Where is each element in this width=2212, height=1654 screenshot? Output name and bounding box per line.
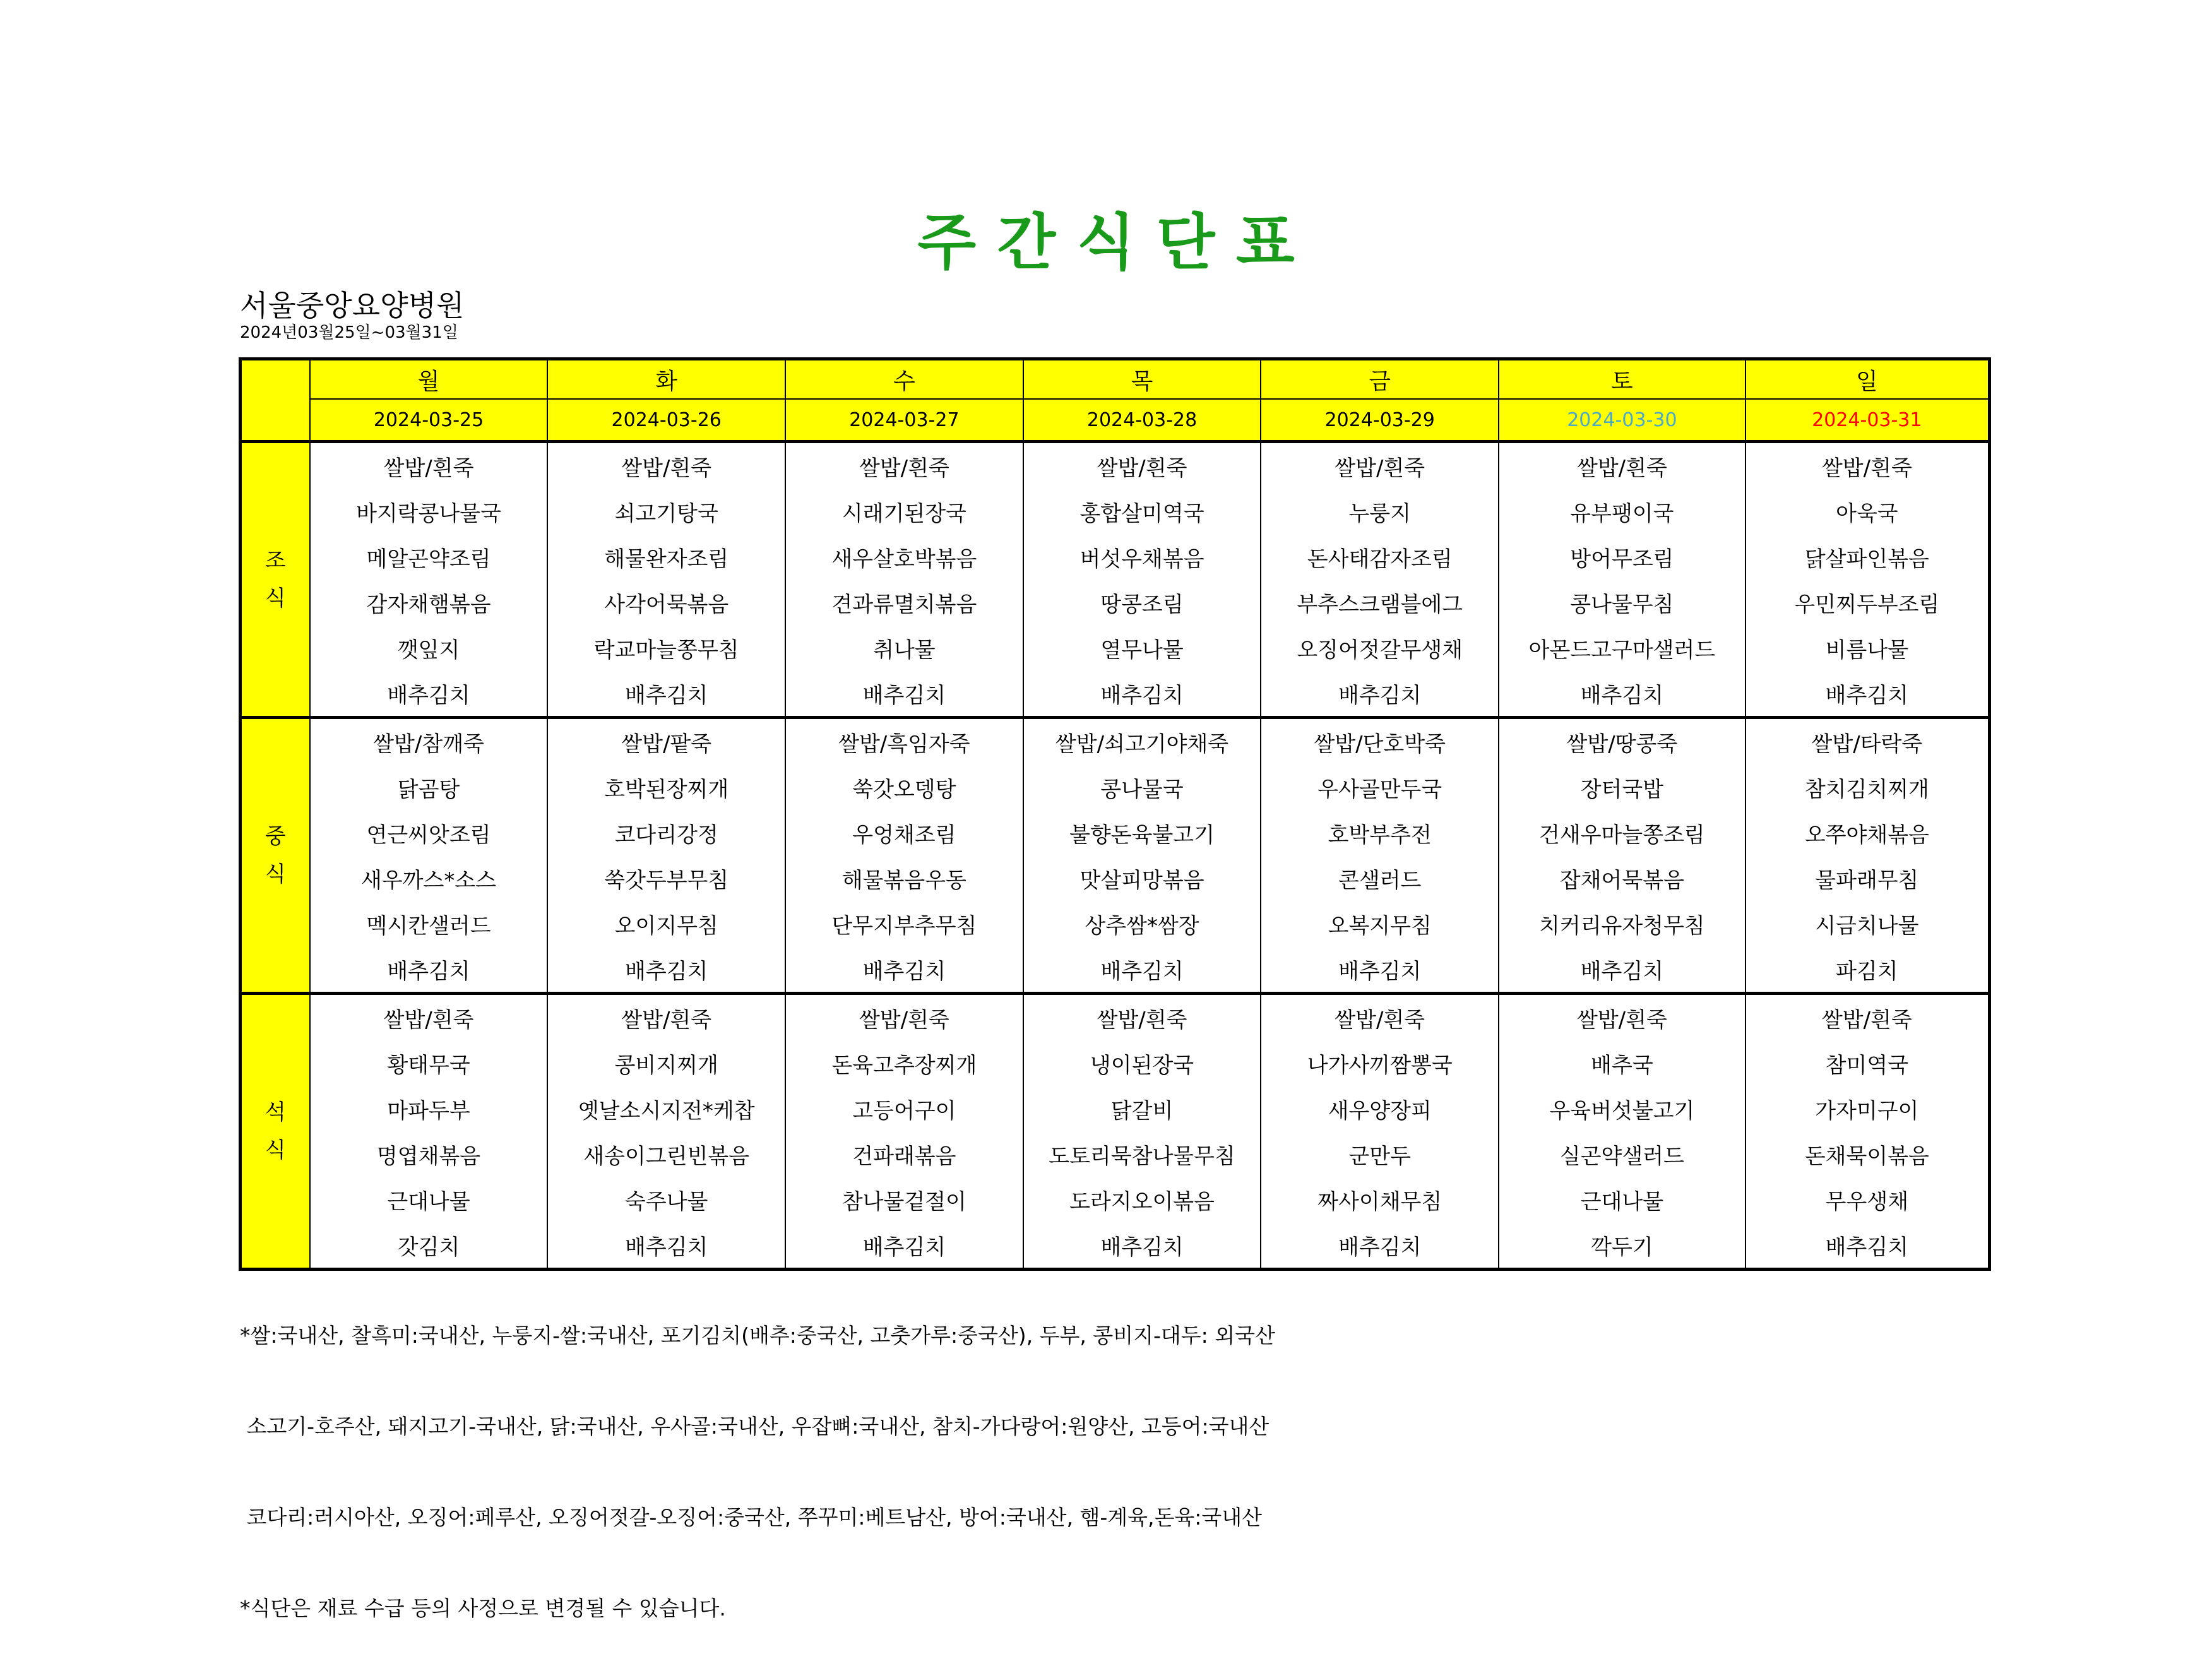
menu-item: 우민찌두부조림 <box>1745 580 1990 625</box>
dinner-label <box>241 994 310 1270</box>
menu-item: 군만두 <box>1261 1131 1499 1177</box>
menu-item: 쑥갓두부무침 <box>547 855 785 901</box>
menu-item: 우엉채조림 <box>785 810 1023 855</box>
menu-item: 닭살파인볶음 <box>1745 534 1990 580</box>
menu-item: 가자미구이 <box>1745 1086 1990 1131</box>
meal-label-char: 석 <box>265 1100 286 1125</box>
menu-item: 황태무국 <box>310 1040 548 1086</box>
menu-item: 배추김치 <box>785 946 1023 994</box>
day-header-mon: 월 <box>310 359 548 400</box>
menu-item: 근대나물 <box>310 1177 548 1222</box>
menu-item: 고등어구이 <box>785 1086 1023 1131</box>
menu-item: 오이지무침 <box>547 901 785 946</box>
menu-item: 배추김치 <box>1261 946 1499 994</box>
menu-item: 닭갈비 <box>1023 1086 1261 1131</box>
menu-item: 돈사태감자조림 <box>1261 534 1499 580</box>
menu-item: 쌀밥/흰죽 <box>1261 994 1499 1041</box>
menu-item: 근대나물 <box>1499 1177 1745 1222</box>
menu-item: 닭곰탕 <box>310 765 548 810</box>
menu-item: 나가사끼짬뽕국 <box>1261 1040 1499 1086</box>
date-tue: 2024-03-26 <box>547 399 785 442</box>
menu-item: 호박부추전 <box>1261 810 1499 855</box>
menu-item: 배추김치 <box>1023 670 1261 718</box>
menu-item: 참미역국 <box>1745 1040 1990 1086</box>
dinner-row <box>241 1177 1990 1222</box>
weekly-menu-table <box>239 357 1991 1271</box>
menu-item: 실곤약샐러드 <box>1499 1131 1745 1177</box>
menu-item: 취나물 <box>785 625 1023 670</box>
breakfast-row <box>241 489 1990 534</box>
menu-item: 감자채햄볶음 <box>310 580 548 625</box>
footnote-line: *쌀:국내산, 찰흑미:국내산, 누룽지-쌀:국내산, 포기김치(배추:중국산, 고춧가루:중국산), 두부, 콩비지-대두: 외국산 <box>240 1323 1275 1348</box>
lunch-row <box>241 718 1990 765</box>
menu-item: 연근씨앗조림 <box>310 810 548 855</box>
menu-item: 아몬드고구마샐러드 <box>1499 625 1745 670</box>
menu-item: 배추김치 <box>547 670 785 718</box>
menu-item: 돈채묵이볶음 <box>1745 1131 1990 1177</box>
menu-item: 우사골만두국 <box>1261 765 1499 810</box>
menu-item: 옛날소시지전*케찹 <box>547 1086 785 1131</box>
menu-item: 새우살호박볶음 <box>785 534 1023 580</box>
day-header-thu: 목 <box>1023 359 1261 400</box>
menu-item: 사각어묵볶음 <box>547 580 785 625</box>
menu-item: 새송이그린빈볶음 <box>547 1131 785 1177</box>
menu-item: 쌀밥/땅콩죽 <box>1499 718 1745 765</box>
menu-item: 쌀밥/흰죽 <box>785 994 1023 1041</box>
menu-item: 건파래볶음 <box>785 1131 1023 1177</box>
menu-item: 배추김치 <box>1499 946 1745 994</box>
menu-item: 무우생채 <box>1745 1177 1990 1222</box>
menu-item: 홍합살미역국 <box>1023 489 1261 534</box>
menu-item: 쌀밥/흰죽 <box>1023 994 1261 1041</box>
menu-item: 열무나물 <box>1023 625 1261 670</box>
menu-item: 시래기된장국 <box>785 489 1023 534</box>
menu-item: 배추김치 <box>310 670 548 718</box>
menu-item: 상추쌈*쌈장 <box>1023 901 1261 946</box>
meal-label-char: 중 <box>265 824 286 849</box>
menu-item: 배추김치 <box>1261 670 1499 718</box>
menu-item: 오징어젓갈무생채 <box>1261 625 1499 670</box>
footnote-line: 코다리:러시아산, 오징어:페루산, 오징어젓갈-오징어:중국산, 쭈꾸미:베트남산, 방어:국내산, 햄-계육,돈육:국내산 <box>240 1505 1263 1530</box>
date-wed: 2024-03-27 <box>785 399 1023 442</box>
menu-item: 건새우마늘쫑조림 <box>1499 810 1745 855</box>
menu-item: 멕시칸샐러드 <box>310 901 548 946</box>
menu-item: 버섯우채볶음 <box>1023 534 1261 580</box>
menu-item: 냉이된장국 <box>1023 1040 1261 1086</box>
lunch-row <box>241 901 1990 946</box>
menu-item: 맛살피망볶음 <box>1023 855 1261 901</box>
menu-item: 명엽채볶음 <box>310 1131 548 1177</box>
menu-item: 새우까스*소스 <box>310 855 548 901</box>
menu-item: 치커리유자청무침 <box>1499 901 1745 946</box>
menu-item: 배추김치 <box>310 946 548 994</box>
menu-item: 쇠고기탕국 <box>547 489 785 534</box>
menu-item: 쌀밥/흰죽 <box>310 994 548 1041</box>
date-thu: 2024-03-28 <box>1023 399 1261 442</box>
menu-item: 참나물겉절이 <box>785 1177 1023 1222</box>
menu-item: 단무지부추무침 <box>785 901 1023 946</box>
menu-item: 쌀밥/단호박죽 <box>1261 718 1499 765</box>
lunch-row <box>241 855 1990 901</box>
meal-label-char: 식 <box>265 1138 286 1163</box>
menu-item: 바지락콩나물국 <box>310 489 548 534</box>
date-header-row <box>241 399 1990 442</box>
lunch-row <box>241 946 1990 994</box>
menu-item: 오복지무침 <box>1261 901 1499 946</box>
menu-item: 쌀밥/흑임자죽 <box>785 718 1023 765</box>
menu-item: 배추김치 <box>1499 670 1745 718</box>
menu-item: 배추김치 <box>1261 1222 1499 1270</box>
menu-item: 쌀밥/타락죽 <box>1745 718 1990 765</box>
lunch-row <box>241 765 1990 810</box>
menu-item: 코다리강정 <box>547 810 785 855</box>
menu-item: 부추스크램블에그 <box>1261 580 1499 625</box>
breakfast-row <box>241 442 1990 489</box>
table-corner <box>241 359 310 442</box>
date-sun: 2024-03-31 <box>1745 399 1990 442</box>
menu-item: 파김치 <box>1745 946 1990 994</box>
menu-item: 불향돈육불고기 <box>1023 810 1261 855</box>
dinner-row <box>241 1086 1990 1131</box>
day-header-row <box>241 359 1990 400</box>
menu-item: 도토리묵참나물무침 <box>1023 1131 1261 1177</box>
menu-item: 해물완자조림 <box>547 534 785 580</box>
menu-item: 쌀밥/흰죽 <box>1745 994 1990 1041</box>
menu-item: 락교마늘쫑무침 <box>547 625 785 670</box>
dinner-row <box>241 1040 1990 1086</box>
menu-item: 쌀밥/흰죽 <box>785 442 1023 489</box>
menu-item: 아욱국 <box>1745 489 1990 534</box>
menu-item: 돈육고추장찌개 <box>785 1040 1023 1086</box>
page-title: 주 간 식 단 표 <box>917 207 1295 278</box>
menu-item: 쌀밥/흰죽 <box>547 442 785 489</box>
breakfast-label <box>241 442 310 718</box>
menu-item: 오쭈야채볶음 <box>1745 810 1990 855</box>
menu-item: 쌀밥/흰죽 <box>1261 442 1499 489</box>
menu-item: 마파두부 <box>310 1086 548 1131</box>
menu-item: 새우양장피 <box>1261 1086 1499 1131</box>
footnote-line: 소고기-호주산, 돼지고기-국내산, 닭:국내산, 우사골:국내산, 우잡뼈:국내산, 참치-가다랑어:원양산, 고등어:국내산 <box>240 1414 1270 1439</box>
menu-item: 갓김치 <box>310 1222 548 1270</box>
menu-item: 배추김치 <box>785 670 1023 718</box>
menu-item: 배추김치 <box>1023 946 1261 994</box>
menu-item: 쌀밥/흰죽 <box>1023 442 1261 489</box>
menu-item: 배추김치 <box>785 1222 1023 1270</box>
menu-item: 비름나물 <box>1745 625 1990 670</box>
meal-label-char: 식 <box>265 586 286 611</box>
day-header-sat: 토 <box>1499 359 1745 400</box>
menu-item: 콩비지찌개 <box>547 1040 785 1086</box>
breakfast-row <box>241 534 1990 580</box>
menu-item: 배추김치 <box>547 946 785 994</box>
day-header-tue: 화 <box>547 359 785 400</box>
menu-item: 쌀밥/참깨죽 <box>310 718 548 765</box>
menu-item: 참치김치찌개 <box>1745 765 1990 810</box>
menu-item: 땅콩조림 <box>1023 580 1261 625</box>
menu-item: 배추김치 <box>1745 670 1990 718</box>
menu-item: 배추국 <box>1499 1040 1745 1086</box>
menu-item: 쌀밥/흰죽 <box>547 994 785 1041</box>
menu-item: 배추김치 <box>1023 1222 1261 1270</box>
menu-item: 콘샐러드 <box>1261 855 1499 901</box>
day-header-sun: 일 <box>1745 359 1990 400</box>
footnote-line: *식단은 재료 수급 등의 사정으로 변경될 수 있습니다. <box>240 1596 726 1621</box>
menu-item: 견과류멸치볶음 <box>785 580 1023 625</box>
menu-item: 쌀밥/흰죽 <box>1499 994 1745 1041</box>
date-mon: 2024-03-25 <box>310 399 548 442</box>
menu-item: 배추김치 <box>1745 1222 1990 1270</box>
menu-item: 쌀밥/흰죽 <box>1745 442 1990 489</box>
date-fri: 2024-03-29 <box>1261 399 1499 442</box>
menu-period: 2024년03월25일~03월31일 <box>240 323 458 342</box>
menu-item: 깍두기 <box>1499 1222 1745 1270</box>
lunch-row <box>241 810 1990 855</box>
dinner-row <box>241 1131 1990 1177</box>
menu-item: 숙주나물 <box>547 1177 785 1222</box>
day-header-wed: 수 <box>785 359 1023 400</box>
menu-item: 해물볶음우동 <box>785 855 1023 901</box>
menu-item: 짜사이채무침 <box>1261 1177 1499 1222</box>
menu-item: 우육버섯불고기 <box>1499 1086 1745 1131</box>
menu-item: 쑥갓오뎅탕 <box>785 765 1023 810</box>
menu-item: 쌀밥/팥죽 <box>547 718 785 765</box>
menu-item: 메알곤약조림 <box>310 534 548 580</box>
menu-item: 쌀밥/흰죽 <box>310 442 548 489</box>
dinner-row <box>241 994 1990 1041</box>
menu-item: 도라지오이볶음 <box>1023 1177 1261 1222</box>
menu-item: 물파래무침 <box>1745 855 1990 901</box>
lunch-label <box>241 718 310 994</box>
menu-item: 쌀밥/흰죽 <box>1499 442 1745 489</box>
menu-item: 잡채어묵볶음 <box>1499 855 1745 901</box>
menu-item: 콩나물무침 <box>1499 580 1745 625</box>
menu-item: 쌀밥/쇠고기야채죽 <box>1023 718 1261 765</box>
meal-label-char: 조 <box>265 548 286 573</box>
date-sat: 2024-03-30 <box>1499 399 1745 442</box>
menu-item: 호박된장찌개 <box>547 765 785 810</box>
menu-item: 시금치나물 <box>1745 901 1990 946</box>
breakfast-row <box>241 580 1990 625</box>
menu-item: 유부팽이국 <box>1499 489 1745 534</box>
menu-item: 깻잎지 <box>310 625 548 670</box>
menu-item: 배추김치 <box>547 1222 785 1270</box>
menu-item: 방어무조림 <box>1499 534 1745 580</box>
menu-item: 장터국밥 <box>1499 765 1745 810</box>
menu-item: 누룽지 <box>1261 489 1499 534</box>
breakfast-row <box>241 625 1990 670</box>
footnotes <box>240 1260 1275 1654</box>
hospital-name: 서울중앙요양병원 <box>240 289 465 323</box>
meal-label-char: 식 <box>265 862 286 887</box>
breakfast-row <box>241 670 1990 718</box>
day-header-fri: 금 <box>1261 359 1499 400</box>
menu-item: 콩나물국 <box>1023 765 1261 810</box>
